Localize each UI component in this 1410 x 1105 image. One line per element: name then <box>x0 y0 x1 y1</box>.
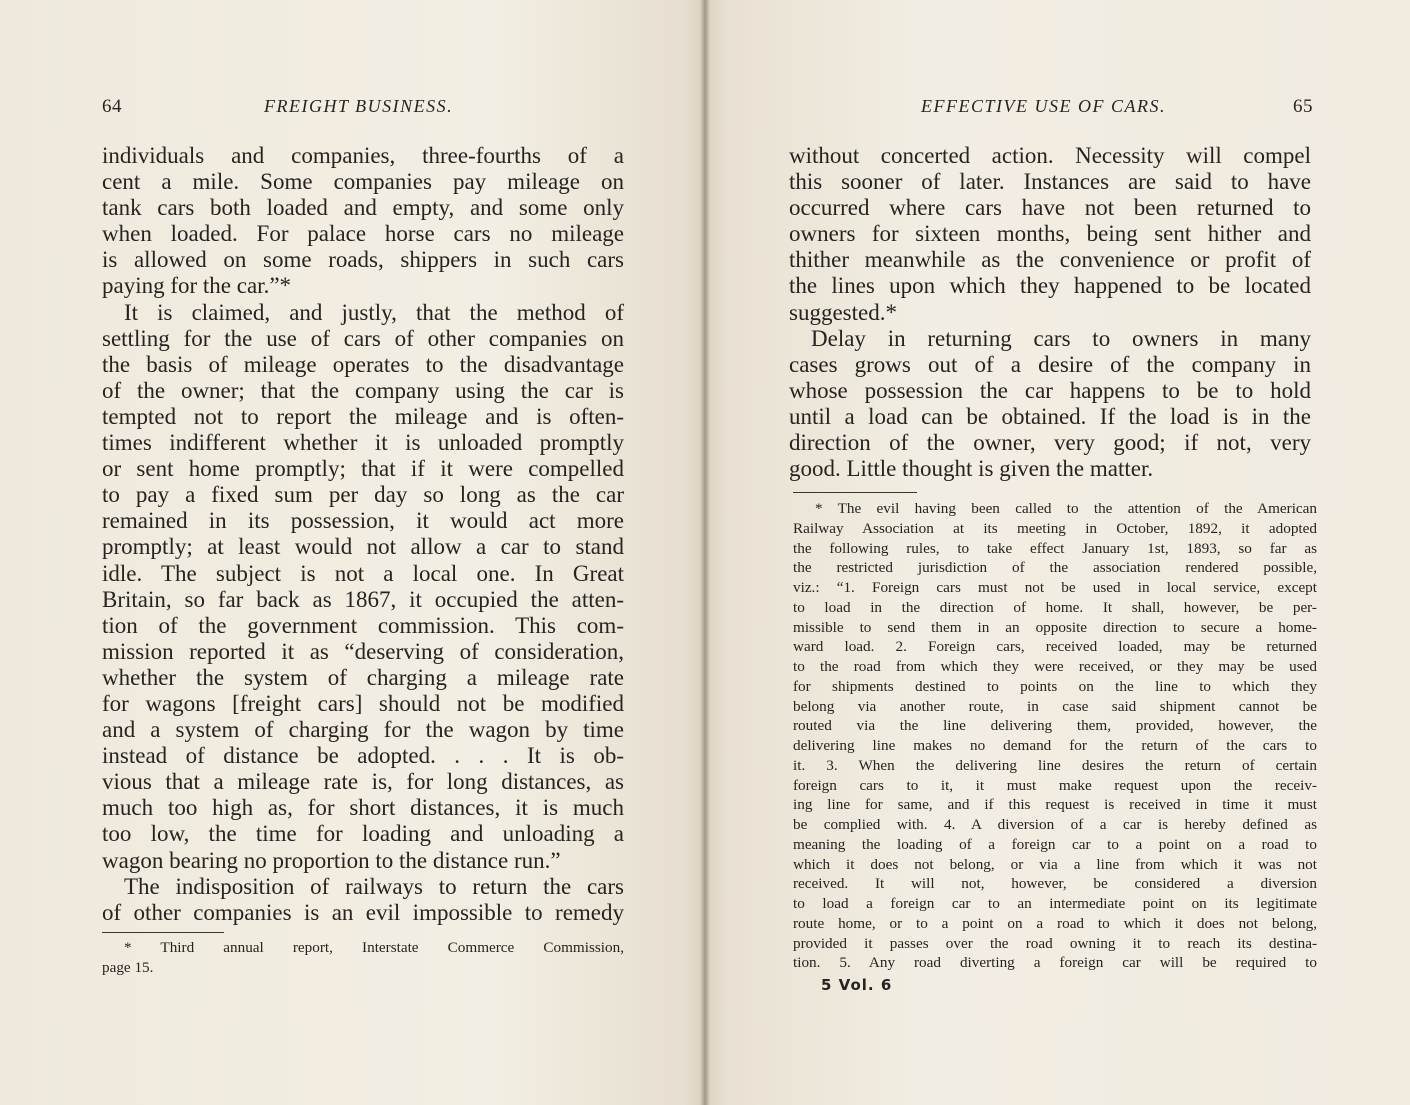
text-line: vious that a mileage rate is, for long distances, as <box>102 769 624 795</box>
text-line: much too high as, for short distances, it is much <box>102 795 624 821</box>
text-line: tempted not to report the mileage and is often- <box>102 403 624 429</box>
footnote-line: ward load. 2. Foreign cars, received loaded, may be returned <box>793 638 1317 656</box>
page-number: 65 <box>1293 96 1313 117</box>
text-line: whether the system of charging a mileage rate <box>102 664 624 690</box>
footnote-line: ing line for same, and if this request is received in time it must <box>793 796 1317 814</box>
text-line: whose possession the car happens to be to hold <box>789 377 1311 403</box>
text-line: tank cars both loaded and empty, and some only <box>102 195 624 221</box>
text-line: and a system of charging for the wagon by time <box>102 717 624 743</box>
text-line: direction of the owner, very good; if not, very <box>789 430 1311 456</box>
text-line: thither meanwhile as the convenience or profit of <box>789 247 1311 273</box>
text-line: owners for sixteen months, being sent hither and <box>789 221 1311 247</box>
text-line: of the owner; that the company using the car is <box>102 377 624 403</box>
text-line: remained in its possession, it would act more <box>102 508 624 534</box>
text-line: cases grows out of a desire of the company in <box>789 351 1311 377</box>
footnote-line: route home, or to a point on a road to which it does not belong, <box>793 914 1317 932</box>
footnote-line: to load in the direction of home. It shall, however, be per- <box>793 598 1317 616</box>
text-line: of other companies is an evil impossible to remedy <box>102 899 624 925</box>
footnote <box>793 499 1317 973</box>
text-line: until a load can be obtained. If the load is in the <box>789 403 1311 429</box>
footnote-line: Railway Association at its meeting in October, 1892, it adopted <box>793 519 1317 537</box>
footnote-line: meaning the loading of a foreign car to a point on a road to <box>793 835 1317 853</box>
text-line: occurred where cars have not been returned to <box>789 195 1311 221</box>
text-line: promptly; at least would not allow a car to stand <box>102 534 624 560</box>
text-line: idle. The subject is not a local one. In Great <box>102 560 624 586</box>
footnote-line: * The evil having been called to the attention of the American <box>815 500 1317 517</box>
text-line: without concerted action. Necessity will compel <box>789 143 1311 168</box>
text-line: cent a mile. Some companies pay mileage on <box>102 169 624 195</box>
footnote-line: be complied with. 4. A diversion of a car is hereby defined as <box>793 816 1317 833</box>
running-head: FREIGHT BUSINESS. <box>264 96 454 116</box>
text-line: when loaded. For palace horse cars no mileage <box>102 221 624 247</box>
footnote-line: tion. 5. Any road diverting a foreign car will be required to <box>793 954 1317 972</box>
footnote-line: provided it passes over the road owning it to reach its destina- <box>793 934 1317 952</box>
text-line: The indisposition of railways to return the cars <box>124 873 624 899</box>
footnote-line: page 15. <box>102 958 154 976</box>
text-line: suggested.* <box>789 299 897 325</box>
footnote-line: foreign cars to it, it must make request upon the receiv- <box>793 776 1317 794</box>
signature-mark: 5 Vol. 6 <box>821 976 893 994</box>
footnote-line: received. It will not, however, be considered a diversion <box>793 875 1317 893</box>
text-line: settling for the use of cars of other companies on <box>102 325 624 351</box>
text-line: mission reported it as “deserving of consideration, <box>102 638 624 664</box>
left-page-header <box>102 96 624 122</box>
text-line: for wagons [freight cars] should not be modified <box>102 690 624 716</box>
body-text <box>789 143 1311 482</box>
footnote-line: missible to send them in an opposite direction to secure a home- <box>793 618 1317 636</box>
right-page <box>705 0 1410 1105</box>
text-line: good. Little thought is given the matter. <box>789 456 1154 482</box>
footnote-line: viz.: “1. Foreign cars must not be used in local service, except <box>793 579 1317 596</box>
text-line: or sent home promptly; that if it were compelled <box>102 456 624 482</box>
footnote-line: to load a foreign car to an intermediate point on its legitimate <box>793 895 1317 912</box>
page-number: 64 <box>102 96 122 117</box>
footnote-line: * Third annual report, Interstate Commerce Commission, <box>124 939 624 956</box>
book-gutter <box>700 0 710 1105</box>
footnote-line: the following rules, to take effect January 1st, 1893, so far as <box>793 539 1317 557</box>
text-line: individuals and companies, three-fourths of a <box>102 143 624 168</box>
text-line: tion of the government commission. This com- <box>102 612 624 638</box>
footnote-rule <box>102 932 224 933</box>
footnote-line: belong via another route, in case said shipment cannot be <box>793 697 1317 715</box>
footnote-rule <box>793 492 917 493</box>
text-line: paying for the car.”* <box>102 273 292 299</box>
text-line: times indifferent whether it is unloaded promptly <box>102 430 624 456</box>
footnote <box>102 938 624 978</box>
footnote-line: it. 3. When the delivering line desires the return of certain <box>793 756 1317 774</box>
right-page-header <box>791 96 1313 122</box>
footnote-line: for shipments destined to points on the line to which they <box>793 677 1317 695</box>
footnote-line: delivering line makes no demand for the return of the cars to <box>793 737 1317 754</box>
footnote-line: to the road from which they were received, or they may be used <box>793 658 1317 675</box>
footnote-line: routed via the line delivering them, provided, however, the <box>793 717 1317 735</box>
text-line: to pay a fixed sum per day so long as the car <box>102 482 624 508</box>
text-line: It is claimed, and justly, that the method of <box>124 299 624 325</box>
text-line: this sooner of later. Instances are said to have <box>789 169 1311 195</box>
text-line: wagon bearing no proportion to the distance run.” <box>102 847 561 873</box>
text-line: the basis of mileage operates to the disadvantage <box>102 351 624 377</box>
text-line: Britain, so far back as 1867, it occupied the atten- <box>102 586 624 612</box>
text-line: too low, the time for loading and unloading a <box>102 821 624 847</box>
body-text <box>102 143 624 926</box>
footnote-line: which it does not belong, or via a line from which it was not <box>793 855 1317 873</box>
running-head: EFFECTIVE USE OF CARS. <box>921 96 1166 116</box>
text-line: the lines upon which they happened to be located <box>789 273 1311 299</box>
text-line: Delay in returning cars to owners in many <box>811 325 1311 351</box>
footnote-line: the restricted jurisdiction of the association rendered possible, <box>793 559 1317 577</box>
text-line: instead of distance be adopted. . . . It is ob- <box>102 743 624 769</box>
text-line: is allowed on some roads, shippers in such cars <box>102 247 624 273</box>
